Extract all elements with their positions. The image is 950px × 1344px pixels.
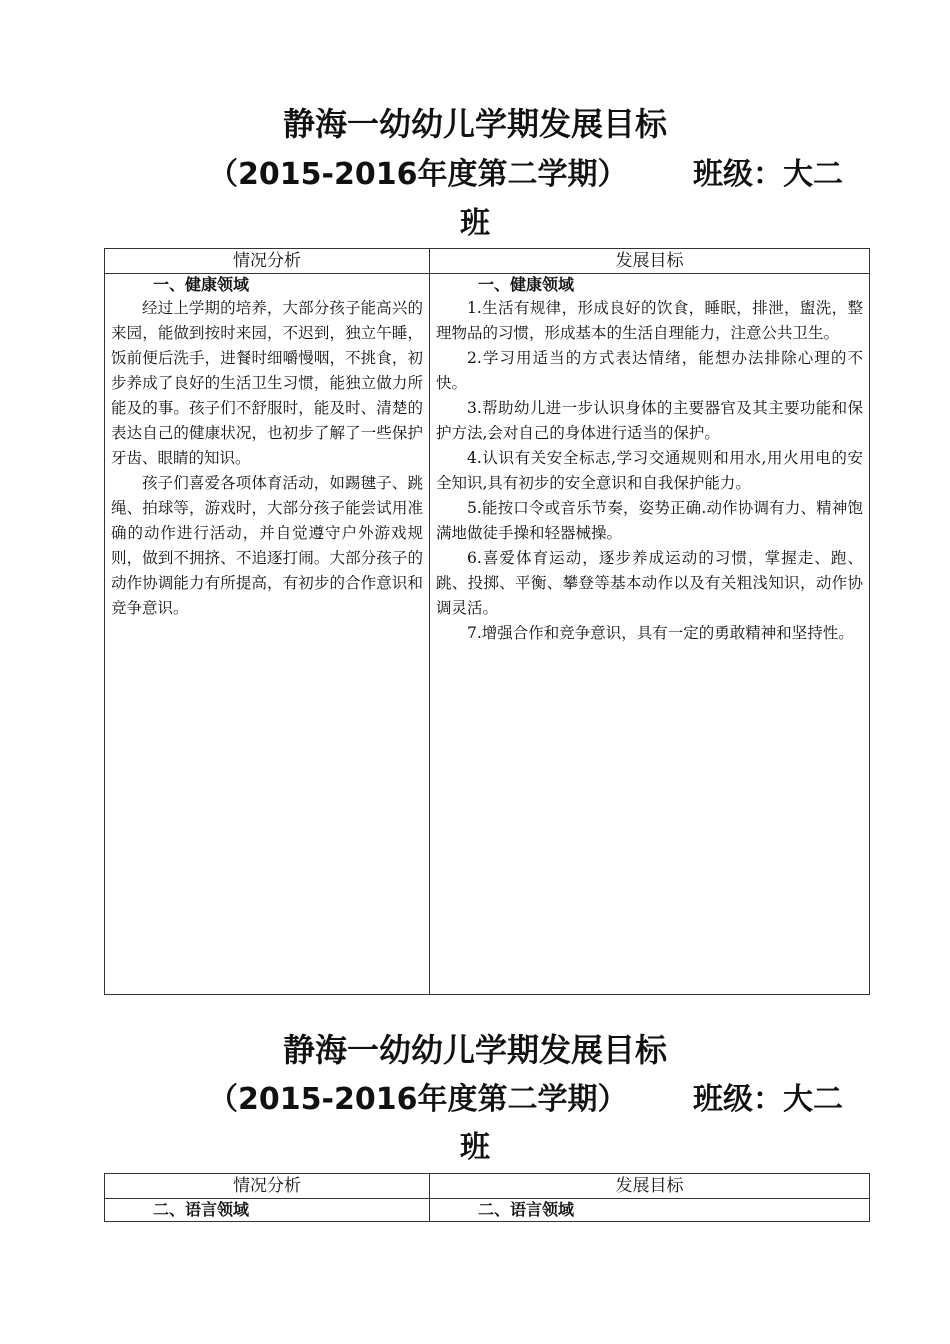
- goal-item: 1.生活有规律，形成良好的饮食，睡眠，排泄，盥洗，整理物品的习惯，形成基本的生活自理能力，注意公共卫生。: [436, 299, 863, 342]
- column-header-goals: 发展目标: [430, 249, 870, 274]
- goal-item: 5.能按口令或音乐节奏，姿势正确.动作协调有力、精神饱满地做徒手操和轻器械操。: [436, 499, 863, 542]
- term-label: （2015-2016年度第二学期）: [208, 1082, 628, 1117]
- goals-cell: [430, 1199, 870, 1222]
- page-title: 静海一幼幼儿学期发展目标: [282, 1031, 667, 1069]
- analysis-paragraph: 经过上学期的培养，大部分孩子能高兴的来园，能做到按时来园，不迟到，独立午睡，饭前便后洗手，进餐时细嚼慢咽，不挑食，初步养成了良好的生活卫生习惯，能独立做力所能及的事。孩子们不舒服时，能及时、清楚的表达自己的健康状况，也初步了解了一些保护牙齿、眼睛的知识。: [111, 299, 423, 467]
- column-header-analysis: 情况分析: [105, 249, 430, 274]
- goal-item: 6.喜爱体育运动，逐步养成运动的习惯，掌握走、跑、跳、投掷、平衡、攀登等基本动作以及有关粗浅知识，动作协调灵活。: [436, 549, 863, 617]
- goals-cell: [430, 274, 870, 995]
- table-header-row: [105, 1174, 870, 1199]
- goals-table: [104, 248, 870, 995]
- class-label: 班级：大二: [693, 1082, 843, 1117]
- goals-text: [436, 296, 863, 646]
- goals-table: [104, 1173, 870, 1222]
- domain-heading: 二、语言领域: [153, 1200, 250, 1219]
- term-subtitle: [208, 1080, 888, 1120]
- analysis-text: [111, 296, 423, 621]
- class-label: 班级：大二: [693, 157, 843, 192]
- goal-item: 7.增强合作和竞争意识，具有一定的勇敢精神和坚持性。: [467, 624, 854, 642]
- domain-heading: 一、健康领域: [153, 275, 250, 294]
- page-title: 静海一幼幼儿学期发展目标: [282, 105, 667, 143]
- analysis-paragraph: 孩子们喜爱各项体育活动，如踢毽子、跳绳、拍球等，游戏时，大部分孩子能尝试用准确的动作进行活动，并自觉遵守户外游戏规则，做到不拥挤、不追逐打闹。大部分孩子的动作协调能力有所提高，有初步的合作意识和竞争意识。: [111, 474, 423, 617]
- table-header-row: [105, 249, 870, 274]
- domain-heading: 一、健康领域: [478, 275, 575, 294]
- goal-item: 3.帮助幼儿进一步认识身体的主要器官及其主要功能和保护方法,会对自己的身体进行适当的保护。: [436, 399, 863, 442]
- domain-heading: 二、语言领域: [478, 1200, 575, 1219]
- analysis-cell: [105, 1199, 430, 1222]
- analysis-cell: [105, 274, 430, 995]
- term-subtitle: [208, 155, 888, 195]
- goal-item: 4.认识有关安全标志,学习交通规则和用水,用火用电的安全知识,具有初步的安全意识和自我保护能力。: [436, 449, 863, 492]
- column-header-analysis: 情况分析: [105, 1174, 430, 1199]
- goal-item: 2.学习用适当的方式表达情绪，能想办法排除心理的不快。: [436, 349, 863, 392]
- class-label-continued: 班: [460, 206, 490, 241]
- column-header-goals: 发展目标: [430, 1174, 870, 1199]
- class-label-continued: 班: [460, 1130, 490, 1165]
- term-label: （2015-2016年度第二学期）: [208, 157, 628, 192]
- table-row: [105, 1199, 870, 1222]
- table-row: [105, 274, 870, 995]
